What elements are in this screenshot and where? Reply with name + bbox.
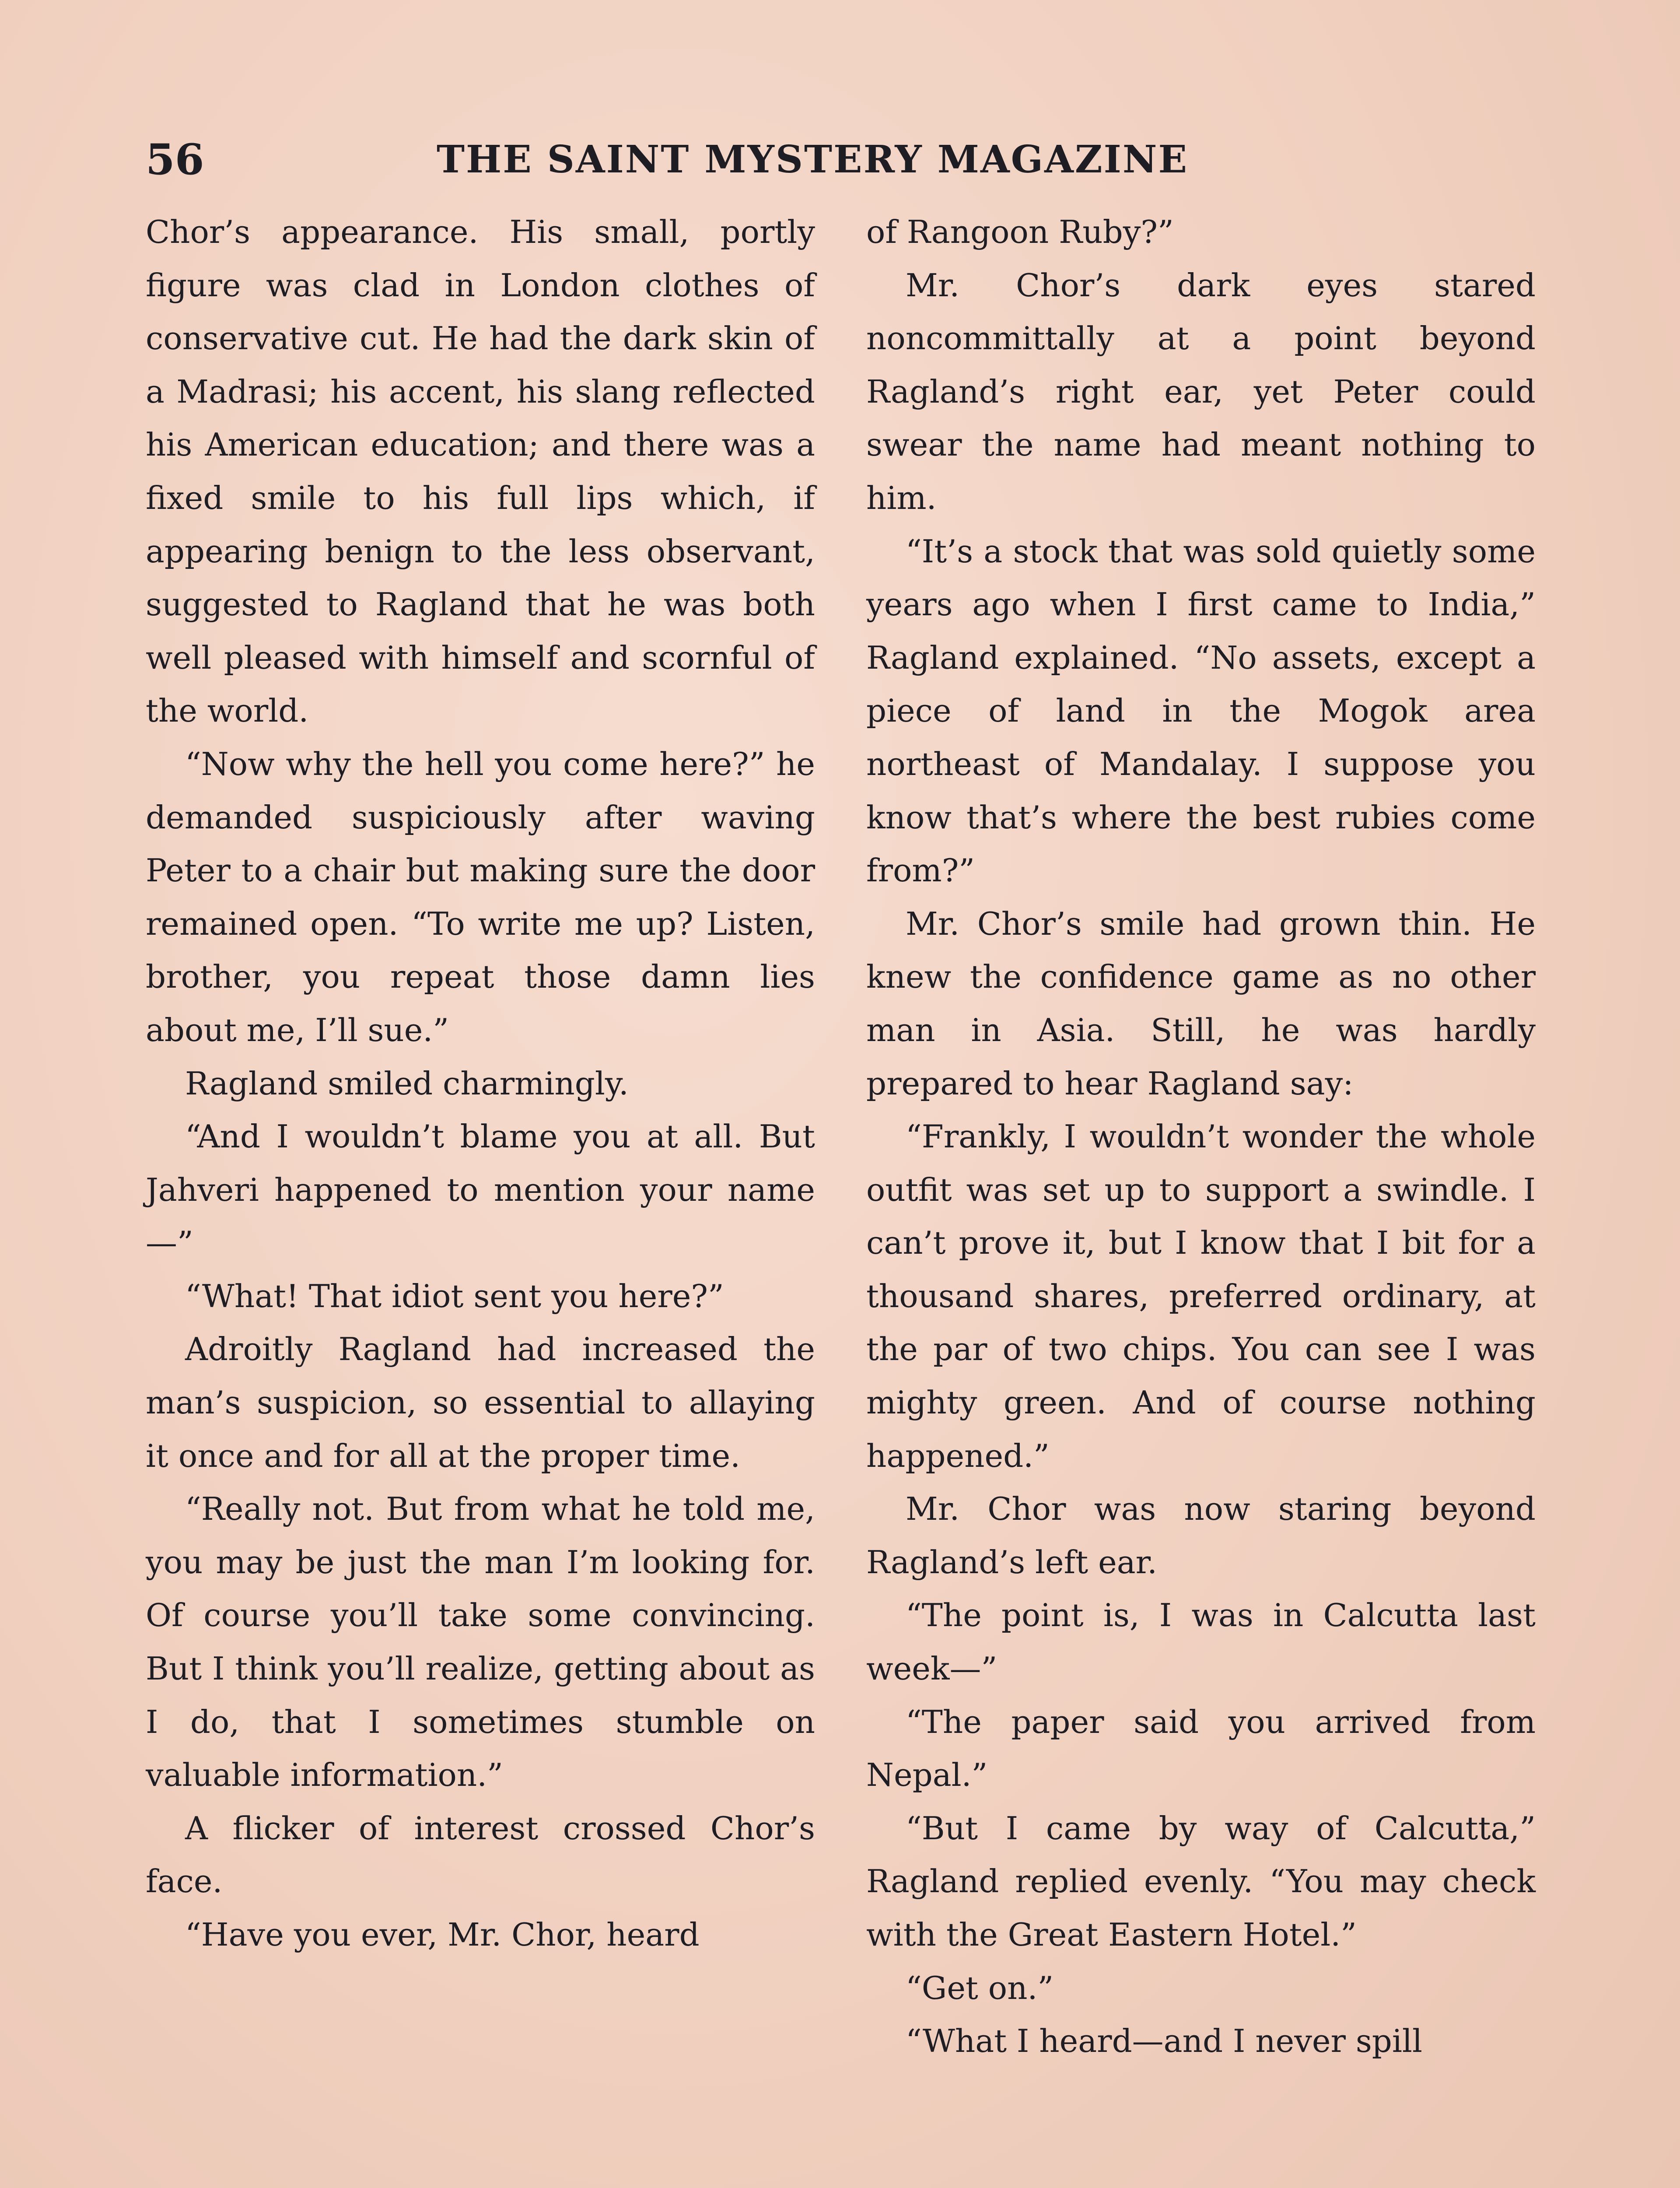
paragraph: Mr. Chor was now staring beyond Ragland’s left ear. <box>866 1490 1536 1581</box>
paragraph: “The point is, I was in Calcutta last week—” <box>866 1597 1536 1687</box>
paragraph: “Now why the hell you come here?” he demanded suspiciously after waving Peter to a chair but making sure the door remained open. “To write me up? Listen, brother, you repeat those damn lies about me, I’ll sue.” <box>146 745 815 1048</box>
paragraph: Mr. Chor’s smile had grown thin. He knew the confidence game as no other man in Asia. Still, he was hardly prepared to hear Ragland say: <box>866 905 1536 1102</box>
paragraph: of Rangoon Ruby?” <box>866 214 1174 250</box>
paragraph: Adroitly Ragland had increased the man’s suspicion, so essential to allaying it once and for all at the proper time. <box>146 1331 815 1474</box>
paragraph: “And I wouldn’t blame you at all. But Jahveri happened to mention your name—” <box>146 1118 815 1262</box>
paragraph: “Really not. But from what he told me, you may be just the man I’m looking for. Of course you’ll take some convincing. But I think you’ll realize, getting about as I do, that I sometimes stumble on valuable information.” <box>146 1490 815 1794</box>
paragraph: “The paper said you arrived from Nepal.” <box>866 1703 1536 1794</box>
running-header <box>146 131 1239 188</box>
paragraph: “What I heard—and I never spill <box>906 2023 1422 2060</box>
paragraph: “What! That idiot sent you here?” <box>185 1277 724 1315</box>
paragraph: “But I came by way of Calcutta,” Ragland replied evenly. “You may check with the Great Eastern Hotel.” <box>866 1809 1536 1953</box>
right-column <box>866 206 1536 2068</box>
paragraph: Ragland smiled charmingly. <box>185 1065 629 1102</box>
paragraph: “Frankly, I wouldn’t wonder the whole outfit was set up to support a swindle. I can’t prove it, but I know that I bit for a thousand shares, preferred ordinary, at the par of two chips. You can see I was mighty green. And of course nothing happened.” <box>866 1118 1536 1474</box>
magazine-title: THE SAINT MYSTERY MAGAZINE <box>437 137 1189 182</box>
paragraph: “Have you ever, Mr. Chor, heard <box>185 1916 700 1953</box>
paragraph: Chor’s appearance. His small, portly figure was clad in London clothes of conservative cut. He had the dark skin of a Madrasi; his accent, his slang reflected his American education; and there was a fixed smile to his full lips which, if appearing benign to the less observant, suggested to Ragland that he was both well pleased with himself and scornful of the world. <box>146 214 815 729</box>
left-column <box>146 206 815 1962</box>
paragraph: Mr. Chor’s dark eyes stared noncommittally at a point beyond Ragland’s right ear, yet Peter could swear the name had meant nothing to him. <box>866 266 1536 516</box>
paragraph: A flicker of interest crossed Chor’s face. <box>146 1809 815 1900</box>
paragraph: “It’s a stock that was sold quietly some years ago when I first came to India,” Ragland explained. “No assets, except a piece of land in the Mogok area northeast of Mandalay. I suppose you know that’s where the best rubies come from?” <box>866 533 1536 889</box>
paragraph: “Get on.” <box>906 1969 1054 2006</box>
page-number: 56 <box>146 135 204 184</box>
